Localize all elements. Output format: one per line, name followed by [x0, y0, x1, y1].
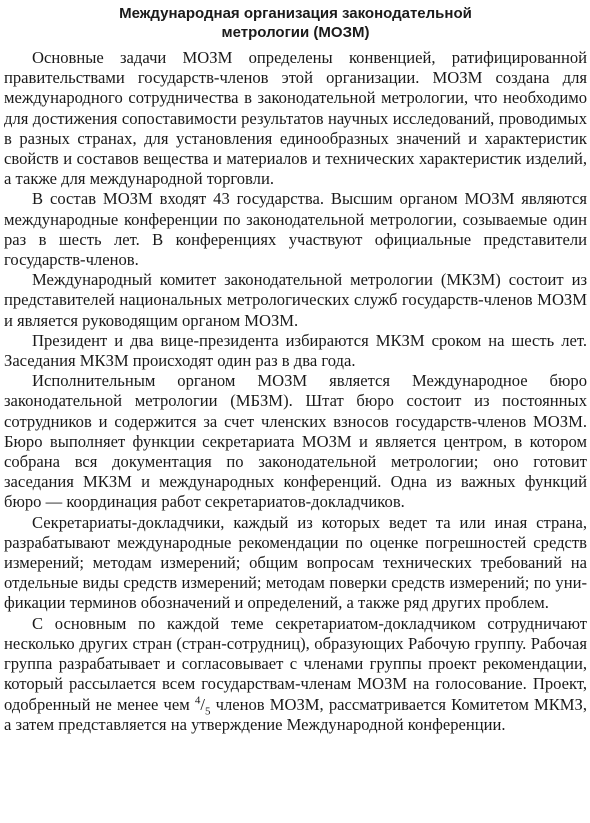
paragraph-5: Исполнительным органом МОЗМ является Международное бюро законодательной метрологии (МБЗМ). Штат бюро состоит из постоянных сотрудников и содержится за счет членских взносов государств-членов МОЗМ. Бюро выполняет функции секретариата МОЗМ и является центром, в котором собрана вся документация по законодательной метрологии; оно готовит заседания МКЗМ и международных конференций. Одна из важных функций бюро — координация работ секретариатов-докладчиков. [4, 371, 587, 512]
fraction-denominator: 5 [205, 704, 211, 717]
paragraph-4: Президент и два вице-президента избираются МКЗМ сроком на шесть лет. Заседания МКЗМ происходят один раз в два года. [4, 330, 587, 371]
paragraph-7: С основным по каждой теме секретариатом-докладчиком сотрудничают несколько других стран (стран-сотрудниц), образующих Рабочую группу. Рабочая группа разрабатывает и согласовывает с членами группы проект рекомендации, который рассылается всем государствам-членам МОЗМ на голосование. Проект, одобренный не менее чем $^4/_5$ членов МОЗМ, рассматривается Комитетом МКМЗ, а затем представляется на утверждение Международной конференции. [4, 613, 587, 734]
paragraph-1: Основные задачи МОЗМ определены конвенцией, ратифицированной правительствами государств-членов этой организации. МОЗМ создана для международного сотрудничества в законодательной метрологии, что необходимо для достижения сопоставимости результатов научных исследований, проводимых в разных странах, для установления единообразных значений и характеристик свойств и составов вещества и материалов и технических характеристик изделий, а также для международной торговли. [4, 48, 587, 189]
document-title [4, 4, 587, 42]
title-line-1: Международная организация законодательной [119, 5, 472, 22]
paragraph-7-tail: членов МОЗМ, рассматривается Комитетом МКМЗ, а затем представляется на утверждение Международной конференции. [4, 694, 587, 734]
paragraph-2: В состав МОЗМ входят 43 государства. Высшим органом МОЗМ являются международные конференции по законодательной метрологии, созываемые один раз в шесть лет. В конференциях участвуют официальные представители государств-членов. [4, 189, 587, 270]
fraction-numerator: 4 [194, 693, 201, 706]
paragraph-6: Секретариаты-докладчики, каждый из которых ведет та или иная страна, разрабатывают международные рекомендации по оценке погрешностей средств измерений; методам измерений; общим вопросам технических требований на отдельные виды средств измерений; методам поверки средств измерений; по унификации терминов обозначений и определений, а также ряд других проблем. [4, 512, 587, 613]
paragraph-7-head: С основным по каждой теме секретариатом-докладчиком сотрудничают несколько других стран (стран-сотрудниц), образующих Рабочую группу. Рабочая группа разрабатывает и согласовывает с членами группы проект рекомендации, который рассылается всем государствам-членам МОЗМ на голосование. Проект, одобренный не менее чем [4, 613, 587, 714]
paragraph-3: Международный комитет законодательной метрологии (МКЗМ) состоит из представителей национальных метрологических служб государств-членов МОЗМ и является руководящим органом МОЗМ. [4, 270, 587, 330]
title-line-2: метрологии (МОЗМ) [221, 24, 370, 41]
